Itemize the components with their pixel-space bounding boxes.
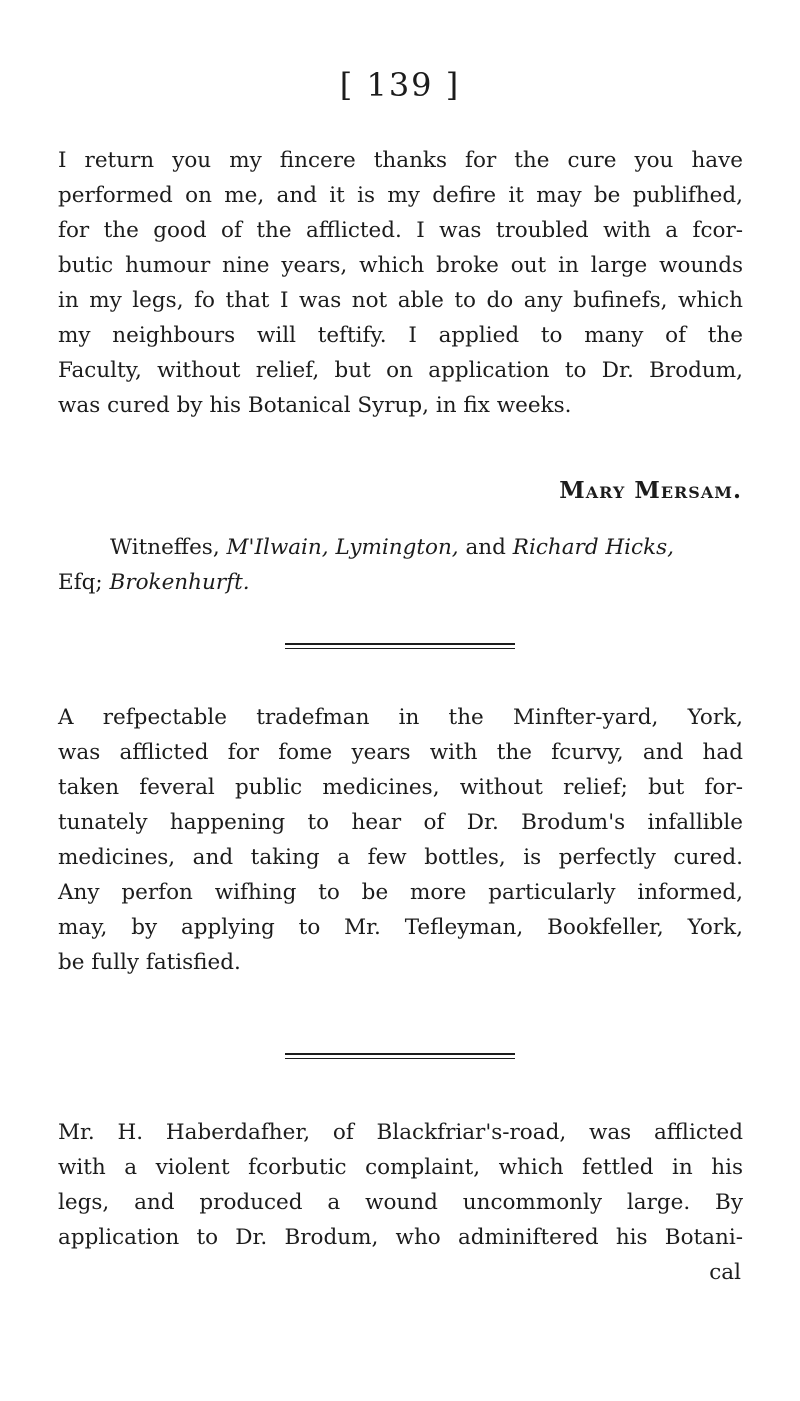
text-line: Mr. H. Haberdafher, of Blackfriar's-road, was afflicted — [58, 1120, 743, 1145]
text-line: in my legs, fo that I was not able to do any bufinefs, which — [58, 288, 743, 313]
witness-name: M'Ilwain, — [226, 535, 329, 560]
signature-mary-mersam: Mary Mersam. — [559, 477, 742, 504]
text-line: application to Dr. Brodum, who adminiftered his Botani- — [58, 1225, 743, 1250]
testimonial-haberdasher — [58, 1115, 743, 1290]
witness-name: Lymington, — [335, 535, 459, 560]
page-number: [ 139 ] — [339, 66, 461, 104]
text-line: A refpectable tradefman in the Minfter-yard, York, — [58, 705, 743, 730]
text-line: with a violent fcorbutic complaint, which fettled in his — [58, 1155, 743, 1180]
section-divider — [285, 1053, 515, 1055]
witnesses-prefix: Witneffes, — [110, 535, 220, 560]
witnesses-line — [58, 530, 674, 600]
section-divider — [285, 643, 515, 645]
text-line: was afflicted for fome years with the fcurvy, and had — [58, 740, 743, 765]
text-line: for the good of the afflicted. I was troubled with a fcor- — [58, 218, 743, 243]
witnesses-and: and — [465, 535, 506, 560]
testimonial-mersam — [58, 143, 743, 423]
text-line: I return you my fincere thanks for the cure you have — [58, 148, 743, 173]
text-line: tunately happening to hear of Dr. Brodum's infallible — [58, 810, 743, 835]
text-line: legs, and produced a wound uncommonly large. By — [58, 1190, 743, 1215]
text-line: Any perfon wifhing to be more particularly informed, — [58, 880, 743, 905]
witness-name: Richard Hicks, — [512, 535, 674, 560]
testimonial-york-tradesman — [58, 700, 743, 980]
witness-place: Brokenhurft. — [109, 570, 250, 595]
text-line: butic humour nine years, which broke out in large wounds — [58, 253, 743, 278]
text-line: was cured by his Botanical Syrup, in fix weeks. — [58, 393, 572, 418]
witness-esquire: Efq; — [58, 570, 103, 595]
text-line: performed on me, and it is my defire it may be publifhed, — [58, 183, 743, 208]
text-line: my neighbours will teftify. I applied to many of the — [58, 323, 743, 348]
text-line: be fully fatisfied. — [58, 950, 241, 975]
text-line: medicines, and taking a few bottles, is perfectly cured. — [58, 845, 743, 870]
text-line: taken feveral public medicines, without relief; but for- — [58, 775, 743, 800]
text-line: may, by applying to Mr. Tefleyman, Bookfeller, York, — [58, 915, 743, 940]
catchword: cal — [709, 1260, 741, 1285]
text-line: Faculty, without relief, but on application to Dr. Brodum, — [58, 358, 743, 383]
